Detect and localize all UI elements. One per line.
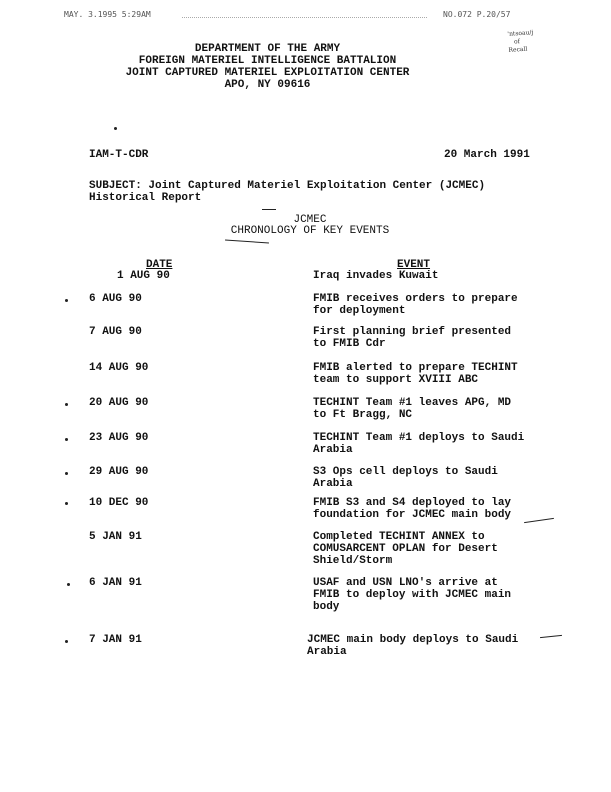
event-date: 7 AUG 90 [89,326,142,338]
event-date: 23 AUG 90 [89,432,149,444]
handwritten-line: of [513,38,521,46]
event-date: 29 AUG 90 [89,466,149,478]
event-description: JCMEC main body deploys to Saudi Arabia [307,634,519,658]
office-symbol: IAM-T-CDR [89,149,149,161]
margin-mark [65,403,68,406]
margin-mark [65,640,68,643]
letterhead [0,43,535,91]
event-description: FMIB alerted to prepare TECHINT team to support XVIII ABC [313,362,518,386]
event-description: USAF and USN LNO's arrive at FMIB to deploy with JCMEC main body [313,577,512,613]
event-date: 6 JAN 91 [89,577,142,589]
event-description: Completed TECHINT ANNEX to COMUSARCENT OPLAN for Desert Shield/Storm [313,531,498,567]
event-date: 6 AUG 90 [89,293,142,305]
event-description: FMIB S3 and S4 deployed to lay foundation for JCMEC main body [313,497,512,521]
event-description: Iraq invades Kuwait [313,270,439,282]
margin-mark [65,438,68,441]
subject-line: SUBJECT: Joint Captured Materiel Exploitation Center (JCMEC) Historical Report [89,180,486,204]
margin-mark [65,299,68,302]
chronology-title [200,214,420,236]
letterhead-center: JOINT CAPTURED MATERIEL EXPLOITATION CENTER [125,67,410,79]
fax-datetime: MAY. 3.1995 5:29AM [64,10,151,19]
letterhead-address: APO, NY 09616 [224,79,311,91]
event-description: S3 Ops cell deploys to Saudi Arabia [313,466,498,490]
event-description: TECHINT Team #1 leaves APG, MD to Ft Bragg, NC [313,397,512,421]
handwritten-line: Recall [508,45,528,54]
title-line-2: CHRONOLOGY OF KEY EVENTS [230,225,390,237]
event-date: 20 AUG 90 [89,397,149,409]
stray-mark [114,127,117,130]
letterhead-battalion: FOREIGN MATERIEL INTELLIGENCE BATTALION [138,55,397,67]
event-date: 7 JAN 91 [89,634,142,646]
event-date: 5 JAN 91 [89,531,142,543]
column-header-date: DATE [146,259,173,271]
margin-mark [67,583,70,586]
underline-scribble [262,209,276,210]
fax-header [0,10,611,26]
document-date: 20 March 1991 [444,149,530,161]
margin-mark [65,502,68,505]
margin-mark [65,472,68,475]
event-date: 14 AUG 90 [89,362,149,374]
event-date: 1 AUG 90 [117,270,170,282]
event-description: First planning brief presented to FMIB Cdr [313,326,512,350]
handwritten-line: 'ntsoau/j [507,29,534,38]
letterhead-department: DEPARTMENT OF THE ARMY [194,43,341,55]
underline-scribble [225,239,269,243]
column-header-event: EVENT [397,259,431,271]
fax-page-number: NO.072 P.20/57 [443,10,511,19]
event-date: 10 DEC 90 [89,497,149,509]
event-description: FMIB receives orders to prepare for deployment [313,293,518,317]
fax-header-rule [182,17,427,18]
title-line-1: JCMEC [293,214,327,226]
event-description: TECHINT Team #1 deploys to Saudi Arabia [313,432,525,456]
